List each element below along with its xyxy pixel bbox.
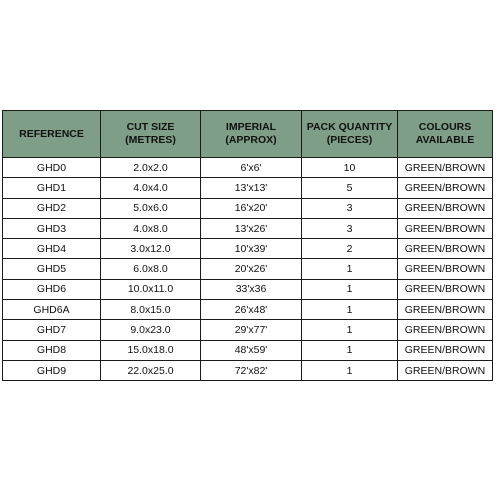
- imperial-cell: 48'x59': [201, 340, 302, 360]
- imperial-cell: 72'x82': [201, 360, 302, 380]
- colours-cell: GREEN/BROWN: [398, 218, 493, 238]
- reference-cell: GHD6A: [3, 300, 101, 320]
- table-row: [3, 218, 493, 238]
- header-imperial: IMPERIAL (APPROX): [201, 111, 302, 158]
- reference-cell: GHD2: [3, 198, 101, 218]
- reference-cell: GHD7: [3, 320, 101, 340]
- pack-quantity-cell: 1: [302, 320, 398, 340]
- imperial-cell: 6'x6': [201, 158, 302, 178]
- pack-quantity-cell: 10: [302, 158, 398, 178]
- cut-size-cell: 8.0x15.0: [101, 300, 201, 320]
- pack-quantity-cell: 3: [302, 198, 398, 218]
- colours-cell: GREEN/BROWN: [398, 300, 493, 320]
- imperial-cell: 13'x13': [201, 178, 302, 198]
- reference-cell: GHD5: [3, 259, 101, 279]
- reference-cell: GHD3: [3, 218, 101, 238]
- table-row: [3, 279, 493, 299]
- cut-size-cell: 6.0x8.0: [101, 259, 201, 279]
- header-pack-quantity: PACK QUANTITY (PIECES): [302, 111, 398, 158]
- table-row: [3, 320, 493, 340]
- imperial-cell: 13'x26': [201, 218, 302, 238]
- header-cut-size: CUT SIZE (METRES): [101, 111, 201, 158]
- pack-quantity-cell: 1: [302, 279, 398, 299]
- table-row: [3, 340, 493, 360]
- table-row: [3, 239, 493, 259]
- cut-size-cell: 4.0x4.0: [101, 178, 201, 198]
- table-row: [3, 178, 493, 198]
- colours-cell: GREEN/BROWN: [398, 279, 493, 299]
- reference-cell: GHD0: [3, 158, 101, 178]
- table-row: [3, 158, 493, 178]
- colours-cell: GREEN/BROWN: [398, 239, 493, 259]
- header-row: [3, 111, 493, 158]
- cut-size-cell: 22.0x25.0: [101, 360, 201, 380]
- pack-quantity-cell: 1: [302, 340, 398, 360]
- colours-cell: GREEN/BROWN: [398, 198, 493, 218]
- reference-cell: GHD6: [3, 279, 101, 299]
- colours-cell: GREEN/BROWN: [398, 340, 493, 360]
- pack-quantity-cell: 1: [302, 259, 398, 279]
- cut-size-cell: 2.0x2.0: [101, 158, 201, 178]
- pack-quantity-cell: 2: [302, 239, 398, 259]
- colours-cell: GREEN/BROWN: [398, 178, 493, 198]
- reference-cell: GHD1: [3, 178, 101, 198]
- table-row: [3, 360, 493, 380]
- pack-quantity-cell: 1: [302, 360, 398, 380]
- reference-cell: GHD8: [3, 340, 101, 360]
- imperial-cell: 33'x36: [201, 279, 302, 299]
- cut-size-cell: 3.0x12.0: [101, 239, 201, 259]
- table-row: [3, 198, 493, 218]
- cut-size-cell: 5.0x6.0: [101, 198, 201, 218]
- colours-cell: GREEN/BROWN: [398, 320, 493, 340]
- cut-size-cell: 10.0x11.0: [101, 279, 201, 299]
- imperial-cell: 16'x20': [201, 198, 302, 218]
- imperial-cell: 20'x26': [201, 259, 302, 279]
- colours-cell: GREEN/BROWN: [398, 259, 493, 279]
- cut-size-cell: 15.0x18.0: [101, 340, 201, 360]
- header-colours: COLOURS AVAILABLE: [398, 111, 493, 158]
- imperial-cell: 29'x77': [201, 320, 302, 340]
- header-reference: REFERENCE: [3, 111, 101, 158]
- colours-cell: GREEN/BROWN: [398, 158, 493, 178]
- pack-quantity-cell: 3: [302, 218, 398, 238]
- table-row: [3, 300, 493, 320]
- imperial-cell: 26'x48': [201, 300, 302, 320]
- imperial-cell: 10'x39': [201, 239, 302, 259]
- reference-cell: GHD9: [3, 360, 101, 380]
- cut-size-cell: 9.0x23.0: [101, 320, 201, 340]
- reference-cell: GHD4: [3, 239, 101, 259]
- pack-quantity-cell: 1: [302, 300, 398, 320]
- table-body: [3, 158, 493, 381]
- pack-quantity-cell: 5: [302, 178, 398, 198]
- size-spec-table: [2, 110, 493, 381]
- colours-cell: GREEN/BROWN: [398, 360, 493, 380]
- cut-size-cell: 4.0x8.0: [101, 218, 201, 238]
- table-row: [3, 259, 493, 279]
